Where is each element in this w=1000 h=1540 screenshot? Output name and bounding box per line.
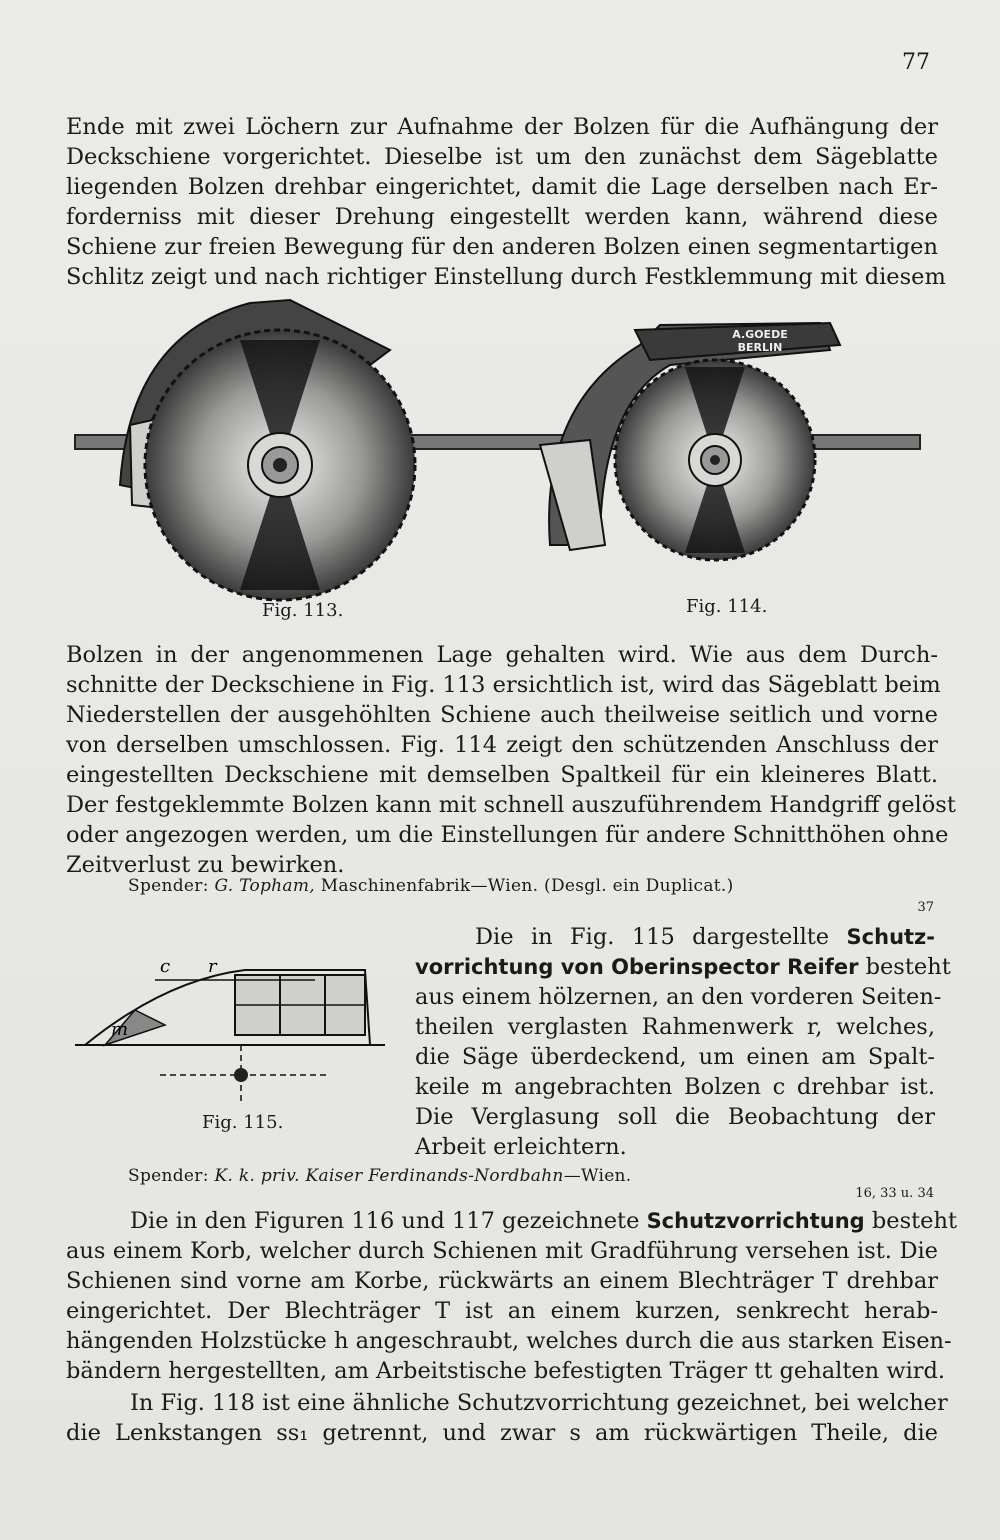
paragraph-3	[415, 922, 951, 1162]
text-line: schnitte der Deckschiene in Fig. 113 ersichtlich ist, wird das Sägeblatt beim	[66, 672, 941, 698]
figure-113-114-illustration	[60, 295, 940, 605]
text-line: Ende mit zwei Löchern zur Aufnahme der Bolzen für die Aufhängung der	[66, 114, 938, 140]
text-fragment: Die in den Figuren 116 und 117 gezeichnete	[130, 1208, 640, 1234]
donor-label: Spender:	[128, 876, 209, 896]
reference-number-1: 37	[917, 900, 934, 915]
figure-113-caption: Fig. 113.	[262, 600, 344, 621]
saw-blade-114	[615, 360, 815, 560]
text-line: Zeitverlust zu bewirken.	[66, 852, 345, 878]
paragraph-5	[66, 1388, 948, 1448]
figure-115-caption: Fig. 115.	[202, 1112, 284, 1133]
text-line: theilen verglasten Rahmenwerk r, welches,	[415, 1014, 935, 1040]
text-line: Die Verglasung soll die Beobachtung der	[415, 1104, 935, 1130]
text-fragment: besteht	[865, 954, 951, 980]
text-line: aus einem Korb, welcher durch Schienen mit Gradführung versehen ist. Die	[66, 1238, 938, 1264]
reference-number-2: 16, 33 u. 34	[855, 1186, 934, 1201]
text-line: Bolzen in der angenommenen Lage gehalten wird. Wie aus dem Durch-	[66, 642, 938, 668]
paragraph-4	[66, 1206, 958, 1386]
label-r: r	[208, 956, 217, 977]
bold-term: Schutz-	[846, 925, 935, 949]
text-line: Schlitz zeigt und nach richtiger Einstellung durch Festklemmung mit diesem	[66, 264, 946, 290]
text-line: die Lenkstangen ss₁ getrennt, und zwar s am rückwärtigen Theile, die	[66, 1420, 938, 1446]
text-line: Schienen sind vorne am Korbe, rückwärts an einem Blechträger T drehbar	[66, 1268, 938, 1294]
text-line: hängenden Holzstücke h angeschraubt, welches durch die aus starken Eisen-	[66, 1328, 952, 1354]
text-line: bändern hergestellten, am Arbeitstische befestigten Träger tt gehalten wird.	[66, 1358, 946, 1384]
figure-114-caption: Fig. 114.	[686, 596, 768, 617]
text-line: die Säge überdeckend, um einen am Spalt-	[415, 1044, 935, 1070]
page-number: 77	[902, 50, 930, 75]
donor-label: Spender:	[128, 1166, 209, 1186]
text-line: In Fig. 118 ist eine ähnliche Schutzvorrichtung gezeichnet, bei welcher	[130, 1390, 948, 1416]
text-line	[415, 952, 951, 982]
text-line: Arbeit erleichtern.	[415, 1134, 627, 1160]
donor-name: G. Topham,	[214, 876, 315, 896]
maker-plate-line2: BERLIN	[737, 341, 783, 354]
text-fragment: besteht	[871, 1208, 958, 1234]
label-c: c	[160, 956, 171, 977]
bold-term: Schutzvorrichtung	[646, 1209, 865, 1233]
text-line: eingerichtet. Der Blechträger T ist an einem kurzen, senkrecht herab-	[66, 1298, 938, 1324]
text-line: oder angezogen werden, um die Einstellungen für andere Schnitthöhen ohne	[66, 822, 949, 848]
text-fragment: Die in Fig. 115 dargestellte	[475, 924, 830, 950]
text-line: Schiene zur freien Bewegung für den anderen Bolzen einen segmentartigen	[66, 234, 938, 260]
text-line: forderniss mit dieser Drehung eingestellt werden kann, während diese	[66, 204, 938, 230]
text-line: liegenden Bolzen drehbar eingerichtet, damit die Lage derselben nach Er-	[66, 174, 938, 200]
donor-name: K. k. priv. Kaiser Ferdinands-Nordbahn	[214, 1166, 564, 1186]
paragraph-1	[66, 112, 946, 292]
donor-details: Maschinenfabrik—Wien. (Desgl. ein Duplicat.)	[320, 876, 734, 896]
text-line: Deckschiene vorgerichtet. Dieselbe ist um den zunächst dem Sägeblatte	[66, 144, 938, 170]
donor-note-1	[128, 876, 734, 896]
label-m: m	[111, 1019, 129, 1040]
text-line: aus einem hölzernen, an den vorderen Seiten-	[415, 984, 942, 1010]
text-line: Niederstellen der ausgehöhlten Schiene auch theilweise seitlich und vorne	[66, 702, 938, 728]
saw-blade-113	[145, 330, 415, 600]
figure-115-illustration	[75, 950, 405, 1120]
text-line: eingestellten Deckschiene mit demselben Spaltkeil für ein kleineres Blatt.	[66, 762, 938, 788]
text-line	[415, 922, 935, 952]
text-line: von derselben umschlossen. Fig. 114 zeigt den schützenden Anschluss der	[66, 732, 938, 758]
bold-term: vorrichtung von Oberinspector Reifer	[415, 955, 859, 979]
maker-plate-line1: A.GOEDE	[732, 328, 788, 341]
donor-details: —Wien.	[563, 1166, 632, 1186]
text-line: keile m angebrachten Bolzen c drehbar ist.	[415, 1074, 935, 1100]
donor-note-2	[128, 1166, 632, 1186]
text-line	[66, 1206, 958, 1236]
text-line: Der festgeklemmte Bolzen kann mit schnell auszuführendem Handgriff gelöst	[66, 792, 956, 818]
paragraph-2	[66, 640, 956, 880]
